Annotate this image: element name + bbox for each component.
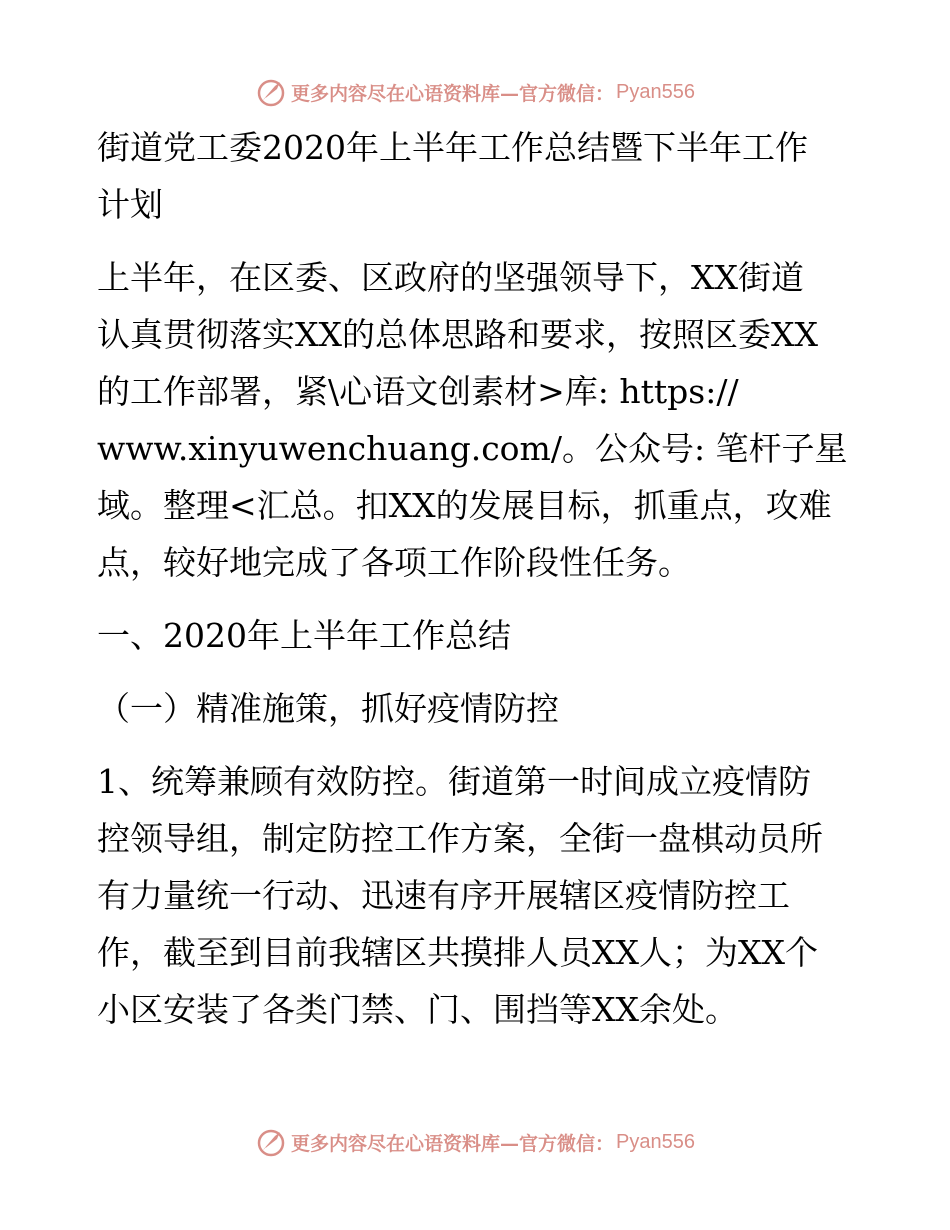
paragraph-line: www.xinyuwenchuang.com/。公众号: 笔杆子星	[97, 429, 848, 468]
paragraph-line: 作，截至到目前我辖区共摸排人员XX人；为XX个	[97, 933, 818, 972]
intro-paragraph	[97, 249, 847, 591]
header-watermark-banner	[0, 72, 950, 112]
footer-watermark-banner	[0, 1122, 950, 1162]
paragraph-line: 有力量统一行动、迅速有序开展辖区疫情防控工	[97, 876, 790, 915]
item-paragraph	[97, 753, 847, 1038]
paragraph-line: 上半年，在区委、区政府的坚强领导下，XX街道	[97, 258, 804, 297]
pen-nib-logo-icon	[255, 76, 287, 108]
watermark-text: 更多内容尽在心语资料库—官方微信：	[291, 1132, 615, 1155]
watermark-wechat-id: Pyan556	[616, 80, 695, 103]
watermark-text: 更多内容尽在心语资料库—官方微信：	[291, 82, 615, 105]
document-body	[97, 119, 847, 1038]
document-title	[97, 119, 847, 233]
pen-nib-logo-icon	[255, 1126, 287, 1158]
title-line: 街道党工委2020年上半年工作总结暨下半年工作	[97, 128, 808, 167]
paragraph-line: 认真贯彻落实XX的总体思路和要求，按照区委XX	[97, 315, 818, 354]
section-heading: 一、2020年上半年工作总结	[97, 616, 511, 655]
paragraph-line: 域。整理<汇总。扣XX的发展目标，抓重点，攻难	[97, 486, 832, 525]
paragraph-line: 1、统筹兼顾有效防控。街道第一时间成立疫情防	[97, 762, 811, 801]
paragraph-line: 控领导组，制定防控工作方案，全街一盘棋动员所	[97, 819, 823, 858]
watermark-wechat-id: Pyan556	[616, 1130, 695, 1153]
paragraph-line: 的工作部署，紧\心语文创素材>库: https://	[97, 372, 739, 411]
title-line: 计划	[97, 185, 163, 224]
paragraph-line: 小区安装了各类门禁、门、围挡等XX余处。	[97, 990, 738, 1029]
subsection-heading: （一）精准施策，抓好疫情防控	[97, 689, 559, 728]
paragraph-line: 点，较好地完成了各项工作阶段性任务。	[97, 543, 691, 582]
